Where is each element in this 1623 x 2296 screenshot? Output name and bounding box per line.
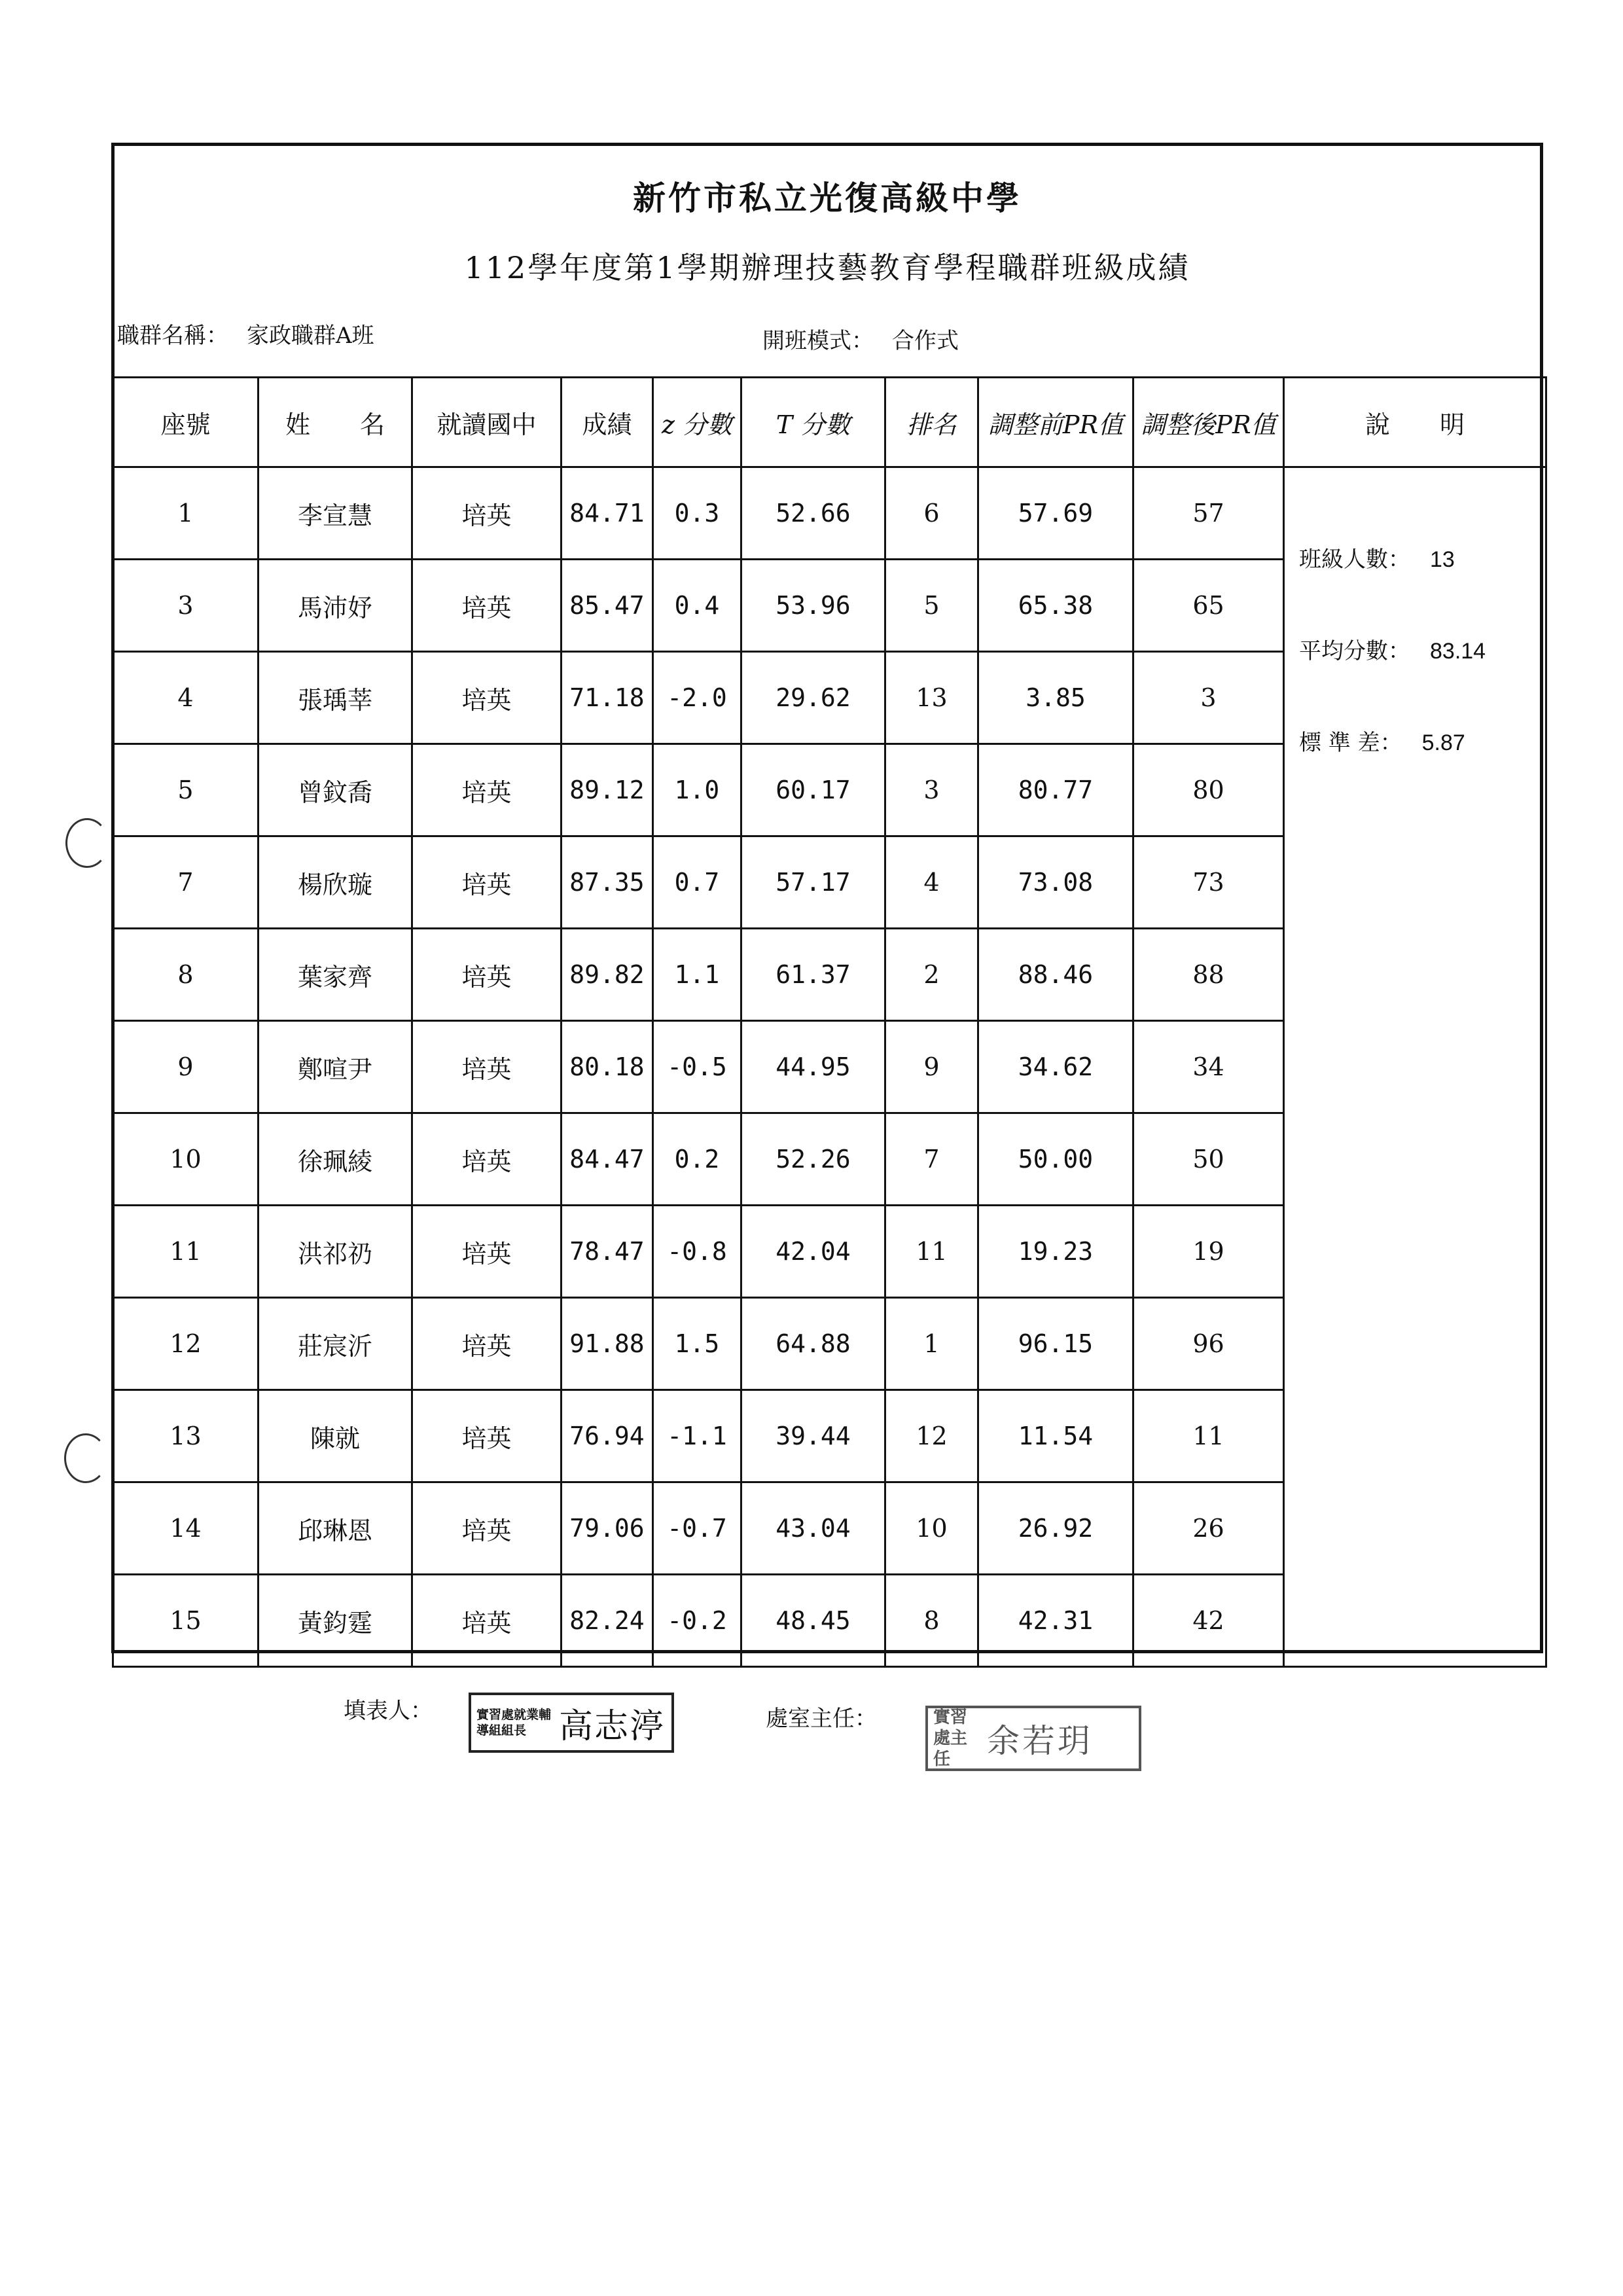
cell-score: 76.94	[562, 1390, 653, 1482]
cell-z: 0.7	[653, 836, 741, 929]
cell-seat: 10	[113, 1113, 259, 1206]
cell-rank: 8	[885, 1575, 978, 1667]
cell-rank: 12	[885, 1390, 978, 1482]
note-label: 平均分數：	[1299, 638, 1410, 664]
cell-school: 培英	[412, 560, 562, 652]
cell-pr-before: 11.54	[978, 1390, 1133, 1482]
cell-t: 64.88	[741, 1298, 885, 1390]
cell-pr-before: 80.77	[978, 744, 1133, 836]
col-t: T 分數	[741, 378, 885, 467]
filler-stamp	[469, 1693, 674, 1753]
cell-school: 培英	[412, 1298, 562, 1390]
cell-pr-after: 34	[1133, 1021, 1284, 1113]
cell-z: 0.2	[653, 1113, 741, 1206]
score-sheet	[111, 143, 1543, 1653]
cell-pr-before: 57.69	[978, 467, 1133, 560]
cell-rank: 7	[885, 1113, 978, 1206]
cell-school: 培英	[412, 1390, 562, 1482]
cell-t: 60.17	[741, 744, 885, 836]
note-label: 班級人數：	[1299, 547, 1410, 573]
note-value: 83.14	[1430, 639, 1486, 664]
cell-seat: 13	[113, 1390, 259, 1482]
notes-cell	[1284, 467, 1546, 1667]
col-name: 姓 名	[259, 378, 412, 467]
cell-school: 培英	[412, 1575, 562, 1667]
cell-rank: 1	[885, 1298, 978, 1390]
col-z: z 分數	[653, 378, 741, 467]
cell-pr-after: 73	[1133, 836, 1284, 929]
cell-z: -1.1	[653, 1390, 741, 1482]
cell-score: 91.88	[562, 1298, 653, 1390]
cell-rank: 5	[885, 560, 978, 652]
cell-score: 82.24	[562, 1575, 653, 1667]
cell-rank: 2	[885, 929, 978, 1021]
cell-seat: 11	[113, 1206, 259, 1298]
cell-name: 徐珮綾	[259, 1113, 412, 1206]
cell-z: -0.2	[653, 1575, 741, 1667]
cell-pr-before: 73.08	[978, 836, 1133, 929]
cell-pr-after: 19	[1133, 1206, 1284, 1298]
score-table	[112, 376, 1547, 1668]
cell-pr-before: 96.15	[978, 1298, 1133, 1390]
cell-pr-before: 88.46	[978, 929, 1133, 1021]
cell-t: 53.96	[741, 560, 885, 652]
cell-pr-before: 19.23	[978, 1206, 1133, 1298]
cell-z: 0.3	[653, 467, 741, 560]
cell-z: -0.8	[653, 1206, 741, 1298]
cell-pr-after: 57	[1133, 467, 1284, 560]
director-stamp-name: 余若玥	[987, 1722, 1093, 1760]
col-notes: 說 明	[1284, 378, 1546, 467]
cell-rank: 11	[885, 1206, 978, 1298]
cell-seat: 8	[113, 929, 259, 1021]
cell-name: 葉家齊	[259, 929, 412, 1021]
note-value: 5.87	[1421, 730, 1465, 755]
cell-seat: 7	[113, 836, 259, 929]
cell-pr-after: 50	[1133, 1113, 1284, 1206]
col-pr-before: 調整前PR值	[978, 378, 1133, 467]
mode-value: 合作式	[892, 328, 959, 354]
cell-pr-after: 3	[1133, 652, 1284, 744]
cell-name: 黃鈞霆	[259, 1575, 412, 1667]
cell-seat: 4	[113, 652, 259, 744]
punch-hole-top	[65, 818, 109, 868]
cell-name: 馬沛妤	[259, 560, 412, 652]
cell-score: 79.06	[562, 1482, 653, 1575]
cell-pr-before: 65.38	[978, 560, 1133, 652]
cell-z: -2.0	[653, 652, 741, 744]
cell-z: 1.1	[653, 929, 741, 1021]
col-rank: 排名	[885, 378, 978, 467]
cell-pr-after: 42	[1133, 1575, 1284, 1667]
cell-pr-before: 26.92	[978, 1482, 1133, 1575]
note-label: 標 準 差：	[1299, 730, 1402, 756]
cell-score: 84.47	[562, 1113, 653, 1206]
cell-pr-before: 3.85	[978, 652, 1133, 744]
cell-t: 48.45	[741, 1575, 885, 1667]
cell-pr-before: 42.31	[978, 1575, 1133, 1667]
cell-t: 42.04	[741, 1206, 885, 1298]
cell-name: 楊欣璇	[259, 836, 412, 929]
cell-score: 84.71	[562, 467, 653, 560]
cell-score: 89.82	[562, 929, 653, 1021]
cell-school: 培英	[412, 836, 562, 929]
cell-z: 0.4	[653, 560, 741, 652]
cell-pr-after: 88	[1133, 929, 1284, 1021]
cell-score: 78.47	[562, 1206, 653, 1298]
cell-seat: 15	[113, 1575, 259, 1667]
cell-t: 61.37	[741, 929, 885, 1021]
school-name: 新竹市私立光復高級中學	[633, 179, 1022, 217]
cell-seat: 3	[113, 560, 259, 652]
cell-seat: 14	[113, 1482, 259, 1575]
cell-z: 1.0	[653, 744, 741, 836]
note-line	[1299, 697, 1545, 789]
cell-pr-after: 11	[1133, 1390, 1284, 1482]
director-label: 處室主任：	[766, 1706, 877, 1732]
cell-t: 44.95	[741, 1021, 885, 1113]
col-school: 就讀國中	[412, 378, 562, 467]
col-pr-after: 調整後PR值	[1133, 378, 1284, 467]
cell-score: 87.35	[562, 836, 653, 929]
filler-stamp-title: 實習處就業輔導組組長	[476, 1708, 552, 1738]
note-line	[1299, 605, 1545, 697]
cell-t: 52.66	[741, 467, 885, 560]
cell-score: 80.18	[562, 1021, 653, 1113]
col-score: 成績	[562, 378, 653, 467]
cell-rank: 9	[885, 1021, 978, 1113]
cell-name: 洪祁礽	[259, 1206, 412, 1298]
cell-rank: 10	[885, 1482, 978, 1575]
cell-pr-after: 65	[1133, 560, 1284, 652]
note-line	[1299, 514, 1545, 605]
cell-school: 培英	[412, 1206, 562, 1298]
cell-name: 張瑀莘	[259, 652, 412, 744]
cell-t: 29.62	[741, 652, 885, 744]
cell-score: 71.18	[562, 652, 653, 744]
note-value: 13	[1430, 547, 1455, 572]
group-label: 職群名稱：	[117, 323, 228, 349]
cell-school: 培英	[412, 1113, 562, 1206]
cell-seat: 12	[113, 1298, 259, 1390]
cell-rank: 13	[885, 652, 978, 744]
cell-name: 鄭喧尹	[259, 1021, 412, 1113]
cell-school: 培英	[412, 467, 562, 560]
cell-name: 李宣慧	[259, 467, 412, 560]
cell-z: -0.7	[653, 1482, 741, 1575]
cell-pr-after: 80	[1133, 744, 1284, 836]
cell-school: 培英	[412, 1482, 562, 1575]
cell-score: 89.12	[562, 744, 653, 836]
cell-t: 39.44	[741, 1390, 885, 1482]
cell-school: 培英	[412, 929, 562, 1021]
cell-pr-after: 26	[1133, 1482, 1284, 1575]
header-row	[113, 378, 1546, 467]
group-value: 家政職群A班	[247, 323, 374, 349]
cell-t: 43.04	[741, 1482, 885, 1575]
cell-seat: 1	[113, 467, 259, 560]
mode-label: 開班模式：	[762, 328, 874, 354]
cell-rank: 6	[885, 467, 978, 560]
table-row	[113, 467, 1546, 560]
cell-z: -0.5	[653, 1021, 741, 1113]
mode-info	[762, 323, 959, 355]
cell-pr-before: 50.00	[978, 1113, 1133, 1206]
cell-name: 曾鈫喬	[259, 744, 412, 836]
cell-seat: 5	[113, 744, 259, 836]
cell-pr-before: 34.62	[978, 1021, 1133, 1113]
sheet-title: 112學年度第1學期辦理技藝教育學程職群班級成績	[464, 250, 1190, 285]
cell-name: 邱琳恩	[259, 1482, 412, 1575]
cell-z: 1.5	[653, 1298, 741, 1390]
cell-seat: 9	[113, 1021, 259, 1113]
cell-school: 培英	[412, 744, 562, 836]
cell-score: 85.47	[562, 560, 653, 652]
cell-pr-after: 96	[1133, 1298, 1284, 1390]
punch-hole-bottom	[64, 1433, 107, 1483]
cell-school: 培英	[412, 1021, 562, 1113]
cell-rank: 3	[885, 744, 978, 836]
filler-label: 填表人：	[344, 1698, 433, 1724]
filler-stamp-name: 高志渟	[559, 1706, 666, 1746]
cell-school: 培英	[412, 652, 562, 744]
cell-rank: 4	[885, 836, 978, 929]
col-seat: 座號	[113, 378, 259, 467]
cell-name: 莊宸沂	[259, 1298, 412, 1390]
group-info	[117, 317, 374, 350]
cell-t: 57.17	[741, 836, 885, 929]
director-stamp-title: 實習處主任	[933, 1708, 968, 1769]
director-stamp	[925, 1706, 1141, 1771]
cell-t: 52.26	[741, 1113, 885, 1206]
cell-name: 陳就	[259, 1390, 412, 1482]
